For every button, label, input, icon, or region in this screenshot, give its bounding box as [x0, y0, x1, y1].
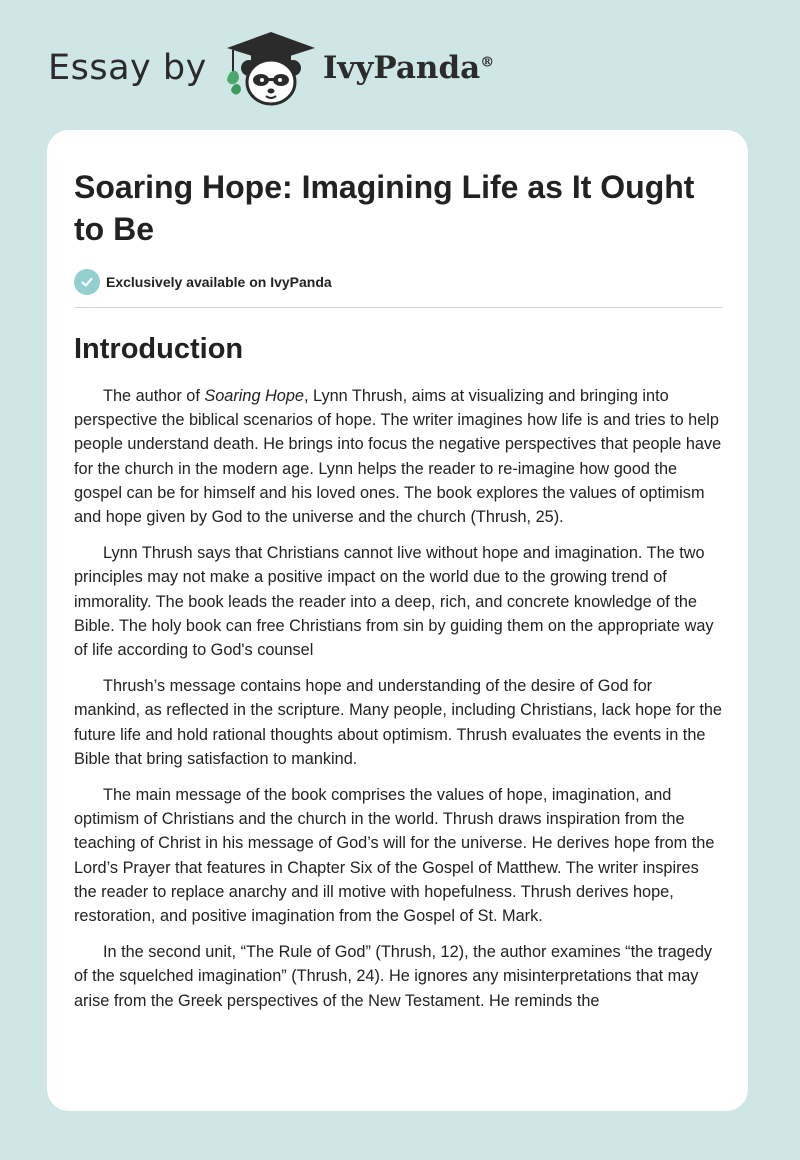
brand-prefix: Essay by [48, 48, 207, 88]
section-heading: Introduction [74, 333, 244, 365]
paragraph: In the second unit, “The Rule of God” (Thrush, 12), the author examines “the tragedy of the squelched imagination” (Thrush, 24). He ignores any misinterpretations that may arise from the Greek perspectives of the New Testament. He reminds the [74, 943, 713, 1010]
book-title: Soaring Hope [204, 387, 304, 405]
check-icon [74, 269, 100, 295]
divider [74, 307, 722, 308]
paragraph: The author of Soaring Hope, Lynn Thrush, aims at visualizing and bringing into perspective the biblical scenarios of hope. The writer imagines how life is and tries to help people understand death. He brings into focus the negative perspectives that people have for the church in the modern age. Lynn helps the reader to re-imagine how good the gospel can be for himself and his loved ones. The book explores the values of optimism and hope given by God to the universe and the church (Thrush, 25). [74, 387, 722, 527]
exclusive-badge [74, 268, 722, 296]
essay-body [74, 384, 722, 1013]
site-header-brand[interactable] [48, 28, 494, 108]
panda-logo-icon [223, 28, 319, 108]
essay-title: Soaring Hope: Imagining Life as It Ought to Be [74, 169, 695, 247]
paragraph: Thrush’s message contains hope and understanding of the desire of God for mankind, as reflected in the scripture. Many people, including Christians, lack hope for the future life and hold rational thoughts about optimism. Thrush evaluates the events in the Bible that bring satisfaction to mankind. [74, 677, 722, 768]
essay-card [47, 130, 748, 1111]
brand-name: IvyPanda® [322, 50, 495, 86]
paragraph: The main message of the book comprises the values of hope, imagination, and optimism of Christians and the church in the world. Thrush draws inspiration from the teaching of Christ in his message of God’s will for the universe. He derives hope from the Lord’s Prayer that features in Chapter Six of the Gospel of Matthew. The writer inspires the reader to replace anarchy and ill motive with hopefulness. Thrush derives hope, restoration, and positive imagination from the Gospel of St. Mark. [74, 786, 715, 926]
exclusive-badge-text: Exclusively available on IvyPanda [106, 274, 332, 290]
paragraph: Lynn Thrush says that Christians cannot live without hope and imagination. The two principles may not make a positive impact on the world due to the growing trend of immorality. The book leads the reader into a deep, rich, and concrete knowledge of the Bible. The holy book can free Christians from sin by guiding them on the appropriate way of life according to God's counsel [74, 544, 714, 660]
